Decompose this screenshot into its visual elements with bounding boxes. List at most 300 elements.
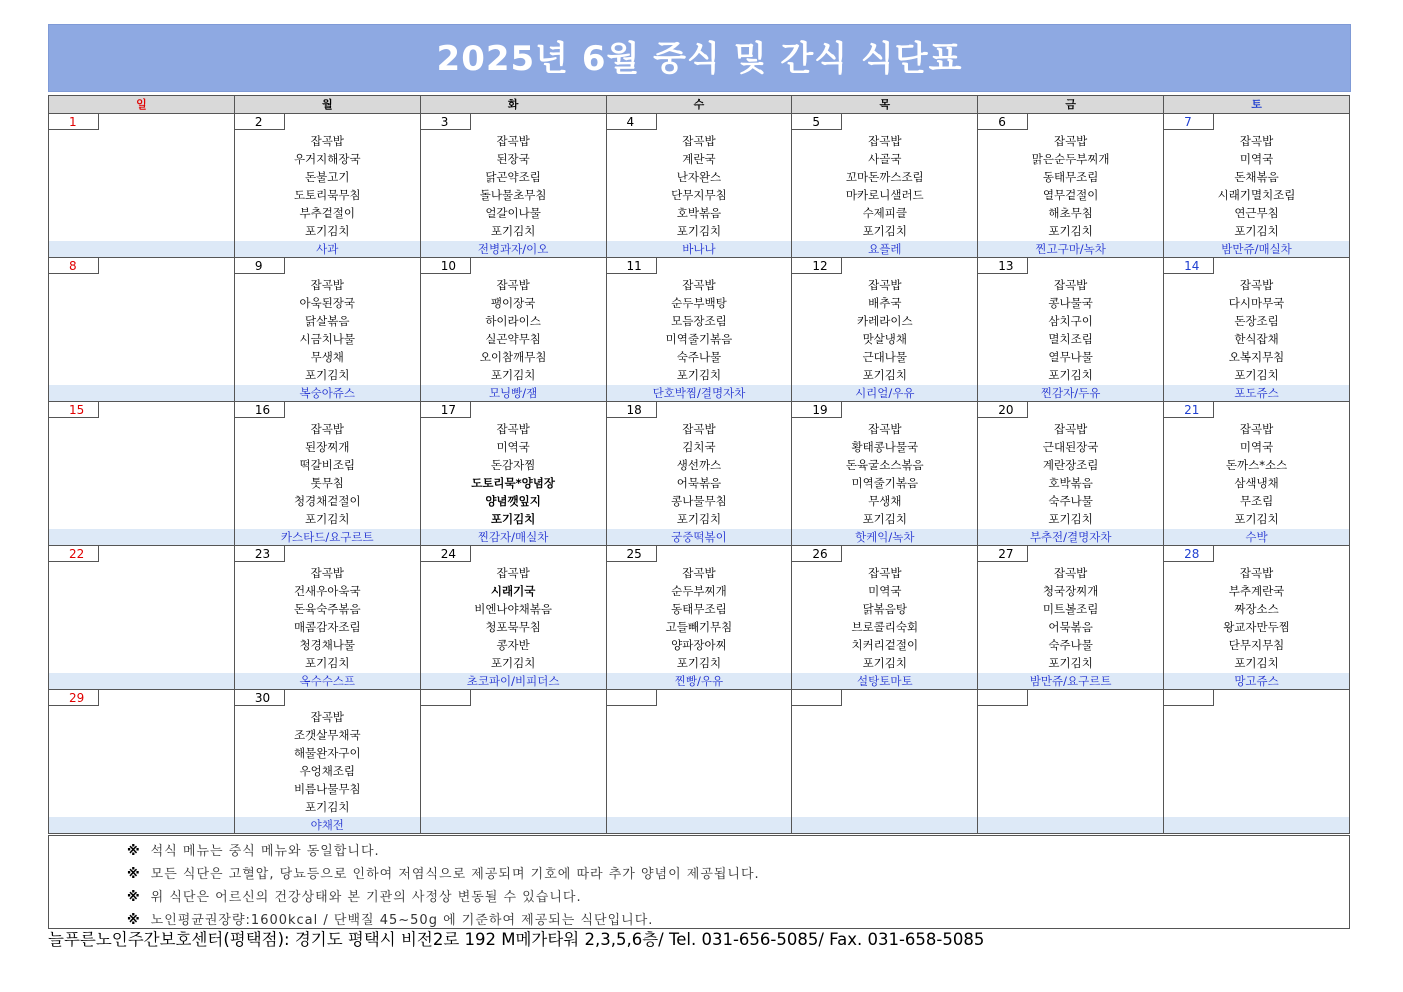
menu-item: 잡곡밥 (310, 710, 344, 724)
menu-item: 무생채 (310, 350, 344, 364)
day-number: 22 (49, 546, 99, 562)
snack-label (607, 817, 792, 833)
menu-item: 잡곡밥 (1053, 566, 1088, 580)
day-number: 26 (792, 546, 842, 562)
menu-item: 잡곡밥 (868, 566, 902, 580)
menu-item: 마카로니샐러드 (845, 188, 924, 202)
menu-item: 양파장아찌 (671, 638, 727, 652)
menu-item: 청경채겉절이 (293, 494, 361, 508)
menu-item: 포기김치 (1048, 368, 1093, 382)
weekday-header: 월 (234, 96, 420, 114)
menu-item: 포기김치 (1048, 224, 1093, 238)
menu-item: 오이참깨무침 (479, 350, 547, 364)
snack-label: 찐감자/두유 (978, 385, 1163, 401)
day-number: 18 (607, 402, 657, 418)
menu-item: 포기김치 (1048, 656, 1093, 670)
day-number: 27 (978, 546, 1028, 562)
day-cell (606, 690, 792, 834)
menu-list (978, 564, 1163, 672)
meal-calendar (48, 95, 1350, 834)
snack-label (792, 817, 977, 833)
reference-mark-icon: ※ (127, 844, 141, 859)
day-number: 12 (792, 258, 842, 274)
menu-item: 우거지해장국 (293, 152, 361, 166)
snack-label: 요플레 (792, 241, 977, 257)
menu-item: 미역줄기볶음 (665, 332, 733, 346)
menu-item: 순두부찌개 (671, 584, 727, 598)
day-number: 19 (792, 402, 842, 418)
day-cell (234, 690, 420, 834)
day-cell (792, 690, 978, 834)
menu-item: 잡곡밥 (868, 422, 902, 436)
menu-item: 포기김치 (862, 368, 908, 382)
menu-item: 콩자반 (496, 638, 530, 652)
menu-item: 잡곡밥 (496, 134, 530, 148)
menu-list (235, 276, 420, 384)
menu-item: 포기김치 (305, 656, 350, 670)
menu-item: 포기김치 (862, 224, 908, 238)
day-cell (49, 258, 235, 402)
menu-item: 잡곡밥 (868, 278, 902, 292)
menu-item: 모듬장조림 (671, 314, 727, 328)
day-number: 6 (978, 114, 1028, 130)
day-cell (420, 258, 606, 402)
menu-item: 포기김치 (490, 512, 536, 526)
menu-item: 포기김치 (862, 512, 908, 526)
day-cell (49, 690, 235, 834)
menu-item: 부추계란국 (1228, 584, 1285, 598)
menu-item: 양념깻잎지 (485, 494, 541, 508)
menu-item: 잡곡밥 (1053, 278, 1088, 292)
menu-item: 어묵볶음 (676, 476, 722, 490)
menu-item: 생선까스 (676, 458, 722, 472)
note-line (127, 886, 1349, 909)
menu-item: 어묵볶음 (1048, 620, 1093, 634)
day-number: 14 (1164, 258, 1214, 274)
day-cell (978, 114, 1164, 258)
menu-item: 미역국 (1239, 440, 1274, 454)
menu-item: 사골국 (868, 152, 902, 166)
menu-item: 포기김치 (1234, 512, 1279, 526)
menu-item: 잡곡밥 (1053, 134, 1088, 148)
menu-item: 단무지무침 (671, 188, 727, 202)
day-cell (420, 402, 606, 546)
menu-item: 아욱된장국 (299, 296, 356, 310)
snack-label: 부추전/결명자차 (978, 529, 1163, 545)
day-cell (420, 690, 606, 834)
menu-item: 포기김치 (305, 368, 350, 382)
week-row (49, 258, 1350, 402)
menu-item: 잡곡밥 (1239, 278, 1274, 292)
menu-item: 잡곡밥 (310, 278, 344, 292)
menu-item: 카레라이스 (857, 314, 913, 328)
day-number: 9 (235, 258, 285, 274)
menu-item: 잡곡밥 (682, 134, 716, 148)
weekday-header-row (49, 96, 1350, 114)
menu-item: 근대된장국 (1042, 440, 1099, 454)
day-cell (792, 114, 978, 258)
week-row (49, 402, 1350, 546)
day-cell (234, 258, 420, 402)
day-cell (1164, 114, 1350, 258)
menu-list (607, 420, 792, 528)
menu-item: 팽이장국 (490, 296, 536, 310)
menu-item: 해물완자구이 (293, 746, 361, 760)
snack-label (49, 241, 234, 257)
menu-item: 청국장찌개 (1042, 584, 1099, 598)
menu-item: 시금치나물 (299, 332, 356, 346)
menu-list (607, 276, 792, 384)
menu-item: 포기김치 (1048, 512, 1093, 526)
weekday-header: 목 (792, 96, 978, 114)
menu-item: 숙주나물 (676, 350, 722, 364)
snack-label: 핫케익/녹차 (792, 529, 977, 545)
menu-item: 잡곡밥 (1239, 422, 1274, 436)
snack-label: 단호박찜/결명자차 (607, 385, 792, 401)
day-number: 16 (235, 402, 285, 418)
menu-item: 닭곤약조림 (485, 170, 541, 184)
menu-item: 포기김치 (305, 800, 350, 814)
snack-label (49, 673, 234, 689)
menu-item: 돈까스*소스 (1225, 458, 1288, 472)
menu-item: 포기김치 (1234, 656, 1279, 670)
menu-item: 황태콩나물국 (851, 440, 919, 454)
snack-label: 복숭아쥬스 (235, 385, 420, 401)
day-cell (606, 546, 792, 690)
reference-mark-icon: ※ (127, 913, 141, 928)
menu-item: 포기김치 (862, 656, 908, 670)
menu-list (1164, 420, 1349, 528)
menu-item: 잡곡밥 (682, 566, 716, 580)
menu-item: 포기김치 (490, 368, 536, 382)
menu-item: 된장찌개 (305, 440, 350, 454)
menu-item: 실곤약무침 (485, 332, 541, 346)
snack-label: 옥수수스프 (235, 673, 420, 689)
page-title: 2025년 6월 중식 및 간식 식단표 (48, 24, 1351, 92)
menu-item: 돈감자찜 (490, 458, 536, 472)
menu-item: 잡곡밥 (1239, 566, 1274, 580)
day-cell (1164, 546, 1350, 690)
menu-list (792, 276, 977, 384)
menu-item: 잡곡밥 (496, 422, 530, 436)
menu-list (421, 132, 606, 240)
menu-item: 무생채 (868, 494, 902, 508)
menu-item: 도토리묵*양념장 (471, 476, 555, 490)
menu-item: 삼색냉채 (1234, 476, 1279, 490)
menu-item: 호박볶음 (676, 206, 722, 220)
menu-item: 도토리묵무침 (293, 188, 361, 202)
week-row (49, 546, 1350, 690)
menu-item: 동태무조림 (1042, 170, 1099, 184)
menu-item: 포기김치 (490, 224, 536, 238)
menu-item: 왕교자만두찜 (1223, 620, 1290, 634)
day-number: 3 (421, 114, 471, 130)
snack-label: 밤만쥬/요구르트 (978, 673, 1163, 689)
day-cell (1164, 690, 1350, 834)
menu-list (607, 132, 792, 240)
snack-label: 수박 (1164, 529, 1349, 545)
menu-item: 돈장조림 (1234, 314, 1279, 328)
menu-item: 포기김치 (676, 368, 722, 382)
menu-item: 잡곡밥 (682, 278, 716, 292)
menu-item: 연근무침 (1234, 206, 1279, 220)
week-row (49, 690, 1350, 834)
menu-item: 부추겉절이 (299, 206, 356, 220)
day-cell (420, 546, 606, 690)
snack-label (49, 385, 234, 401)
day-cell (978, 690, 1164, 834)
menu-item: 하이라이스 (485, 314, 541, 328)
menu-item: 포기김치 (676, 224, 722, 238)
day-number: 15 (49, 402, 99, 418)
menu-item: 미트볼조림 (1042, 602, 1099, 616)
day-cell (49, 546, 235, 690)
weekday-header: 수 (606, 96, 792, 114)
day-number: 4 (607, 114, 657, 130)
menu-item: 잡곡밥 (310, 422, 344, 436)
menu-list (978, 132, 1163, 240)
menu-item: 돈육숙주볶음 (293, 602, 361, 616)
snack-label (49, 817, 234, 833)
day-number (792, 690, 842, 706)
menu-item: 돌나물초무침 (479, 188, 547, 202)
note-text: 석식 메뉴는 중식 메뉴와 동일합니다. (150, 844, 380, 859)
menu-item: 열무겉절이 (1042, 188, 1099, 202)
snack-label: 모닝빵/잼 (421, 385, 606, 401)
day-cell (792, 546, 978, 690)
menu-item: 계란장조림 (1042, 458, 1099, 472)
menu-item: 배추국 (868, 296, 902, 310)
menu-list (792, 132, 977, 240)
menu-item: 포기김치 (305, 224, 350, 238)
menu-item: 숙주나물 (1048, 494, 1093, 508)
menu-item: 멸치조림 (1048, 332, 1093, 346)
menu-list (1164, 132, 1349, 240)
day-cell (606, 402, 792, 546)
menu-item: 동태무조림 (671, 602, 727, 616)
menu-item: 포기김치 (1234, 224, 1279, 238)
day-cell (792, 402, 978, 546)
note-text: 위 식단은 어르신의 건강상태와 본 기관의 사정상 변동될 수 있습니다. (150, 890, 582, 905)
menu-item: 잡곡밥 (310, 134, 344, 148)
menu-item: 닭볶음탕 (862, 602, 908, 616)
day-cell (606, 114, 792, 258)
day-number: 13 (978, 258, 1028, 274)
menu-list (1164, 276, 1349, 384)
menu-item: 포기김치 (490, 656, 536, 670)
snack-label: 바나나 (607, 241, 792, 257)
menu-list (421, 564, 606, 672)
menu-item: 한식잡채 (1234, 332, 1279, 346)
menu-item: 돈불고기 (305, 170, 350, 184)
menu-item: 꼬마돈까스조림 (845, 170, 924, 184)
menu-item: 돈채볶음 (1234, 170, 1279, 184)
menu-item: 치커리겉절이 (851, 638, 919, 652)
snack-label (978, 817, 1163, 833)
day-cell (1164, 258, 1350, 402)
menu-item: 우엉채조림 (299, 764, 356, 778)
day-number: 8 (49, 258, 99, 274)
menu-item: 콩나물국 (1048, 296, 1093, 310)
menu-list (792, 420, 977, 528)
day-cell (234, 546, 420, 690)
day-cell (49, 114, 235, 258)
menu-item: 청포묵무침 (485, 620, 541, 634)
menu-item: 시래기멸치조림 (1217, 188, 1296, 202)
menu-item: 순두부백탕 (671, 296, 727, 310)
menu-item: 포기김치 (676, 656, 722, 670)
snack-label (421, 817, 606, 833)
menu-list (235, 564, 420, 672)
menu-list (607, 564, 792, 672)
menu-item: 시래기국 (490, 584, 536, 598)
snack-label: 망고쥬스 (1164, 673, 1349, 689)
day-number: 5 (792, 114, 842, 130)
weekday-header: 일 (49, 96, 235, 114)
menu-item: 톳무침 (310, 476, 344, 490)
menu-item: 숙주나물 (1048, 638, 1093, 652)
menu-item: 고들빼기무침 (665, 620, 733, 634)
note-line (127, 863, 1349, 886)
menu-item: 조갯살무채국 (293, 728, 361, 742)
snack-label: 찐빵/우유 (607, 673, 792, 689)
menu-list (978, 420, 1163, 528)
snack-label: 사과 (235, 241, 420, 257)
menu-item: 된장국 (496, 152, 530, 166)
day-number: 30 (235, 690, 285, 706)
menu-list (421, 276, 606, 384)
menu-item: 호박볶음 (1048, 476, 1093, 490)
day-cell (606, 258, 792, 402)
menu-list (235, 132, 420, 240)
menu-item: 잡곡밥 (496, 566, 530, 580)
menu-list (1164, 564, 1349, 672)
menu-item: 잡곡밥 (868, 134, 902, 148)
menu-item: 매콤감자조림 (293, 620, 361, 634)
snack-label (49, 529, 234, 545)
menu-list (235, 708, 420, 816)
day-number: 2 (235, 114, 285, 130)
menu-list (235, 420, 420, 528)
weekday-header: 금 (978, 96, 1164, 114)
reference-mark-icon: ※ (127, 890, 141, 905)
day-number: 1 (49, 114, 99, 130)
menu-item: 돈육굴소스볶음 (845, 458, 924, 472)
notes-box (48, 835, 1350, 929)
day-cell (49, 402, 235, 546)
menu-item: 건새우아욱국 (293, 584, 361, 598)
menu-item: 잡곡밥 (1239, 134, 1274, 148)
snack-label: 궁중떡볶이 (607, 529, 792, 545)
day-cell (1164, 402, 1350, 546)
menu-item: 단무지무침 (1228, 638, 1285, 652)
center-contact-footer: 늘푸른노인주간보호센터(평택점): 경기도 평택시 비전2로 192 M메가타워 2,3,5,6층/ Tel. 031-656-5085/ Fax. 031-658-5085 (48, 930, 985, 949)
menu-item: 콩나물무침 (671, 494, 727, 508)
day-number: 24 (421, 546, 471, 562)
reference-mark-icon: ※ (127, 867, 141, 882)
day-number (978, 690, 1028, 706)
snack-label (1164, 817, 1349, 833)
note-line (127, 840, 1349, 863)
day-cell (978, 546, 1164, 690)
menu-item: 미역줄기볶음 (851, 476, 919, 490)
day-number: 21 (1164, 402, 1214, 418)
menu-item: 미역국 (868, 584, 902, 598)
menu-item: 떡갈비조림 (299, 458, 356, 472)
day-number: 25 (607, 546, 657, 562)
menu-item: 포기김치 (1234, 368, 1279, 382)
day-number: 23 (235, 546, 285, 562)
weekday-header: 토 (1164, 96, 1350, 114)
menu-item: 청경채나물 (299, 638, 356, 652)
snack-label: 전병과자/이오 (421, 241, 606, 257)
day-cell (792, 258, 978, 402)
menu-item: 잡곡밥 (310, 566, 344, 580)
day-number: 29 (49, 690, 99, 706)
menu-item: 미역국 (1239, 152, 1274, 166)
snack-label: 시리얼/우유 (792, 385, 977, 401)
weekday-header: 화 (420, 96, 606, 114)
menu-list (792, 564, 977, 672)
snack-label: 포도쥬스 (1164, 385, 1349, 401)
menu-item: 닭살볶음 (305, 314, 350, 328)
menu-item: 짜장소스 (1234, 602, 1279, 616)
menu-list (978, 276, 1163, 384)
day-cell (234, 402, 420, 546)
menu-item: 수제피클 (862, 206, 908, 220)
day-number: 17 (421, 402, 471, 418)
menu-list (421, 420, 606, 528)
day-cell (978, 258, 1164, 402)
menu-item: 오복지무침 (1228, 350, 1285, 364)
day-number (607, 690, 657, 706)
menu-item: 근대나물 (862, 350, 908, 364)
menu-item: 비엔나야채볶음 (474, 602, 552, 616)
snack-label: 야채전 (235, 817, 420, 833)
note-text: 모든 식단은 고혈압, 당뇨등으로 인하여 저염식으로 제공되며 기호에 따라 추가 양념이 제공됩니다. (150, 867, 760, 882)
menu-item: 잡곡밥 (1053, 422, 1088, 436)
week-row (49, 114, 1350, 258)
menu-item: 열무나물 (1048, 350, 1093, 364)
snack-label: 밤만쥬/매실차 (1164, 241, 1349, 257)
day-number: 10 (421, 258, 471, 274)
day-cell (978, 402, 1164, 546)
day-number: 20 (978, 402, 1028, 418)
menu-item: 무조림 (1239, 494, 1274, 508)
menu-item: 비름나물무침 (293, 782, 361, 796)
day-number: 28 (1164, 546, 1214, 562)
snack-label: 초코파이/비피더스 (421, 673, 606, 689)
menu-item: 맑은순두부찌개 (1031, 152, 1110, 166)
menu-item: 얼갈이나물 (485, 206, 541, 220)
menu-item: 포기김치 (676, 512, 722, 526)
day-number (421, 690, 471, 706)
snack-label: 찐고구마/녹차 (978, 241, 1163, 257)
menu-item: 맛살냉채 (862, 332, 908, 346)
day-number: 7 (1164, 114, 1214, 130)
menu-item: 난자완스 (676, 170, 722, 184)
snack-label: 찐감자/매실차 (421, 529, 606, 545)
menu-item: 다시마무국 (1228, 296, 1285, 310)
day-number (1164, 690, 1214, 706)
menu-item: 잡곡밥 (682, 422, 716, 436)
snack-label: 설탕토마토 (792, 673, 977, 689)
menu-item: 삼치구이 (1048, 314, 1093, 328)
note-text: 노인평균권장량:1600kcal / 단백질 45~50g 에 기준하여 제공되는 식단입니다. (150, 913, 654, 928)
day-cell (234, 114, 420, 258)
day-number: 11 (607, 258, 657, 274)
menu-item: 해초무침 (1048, 206, 1093, 220)
